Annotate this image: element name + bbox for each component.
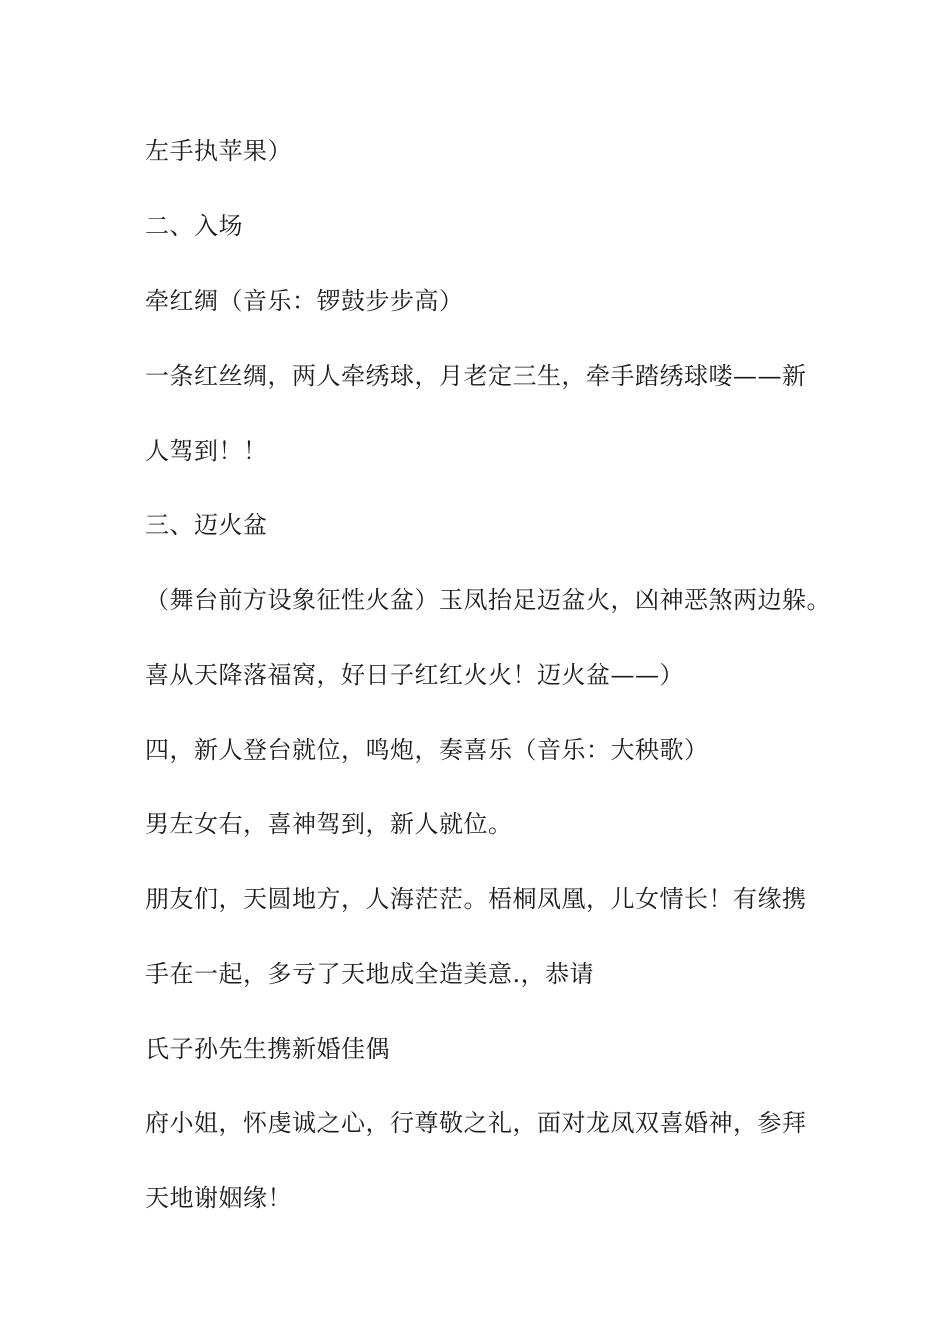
text-line-3: 牵红绸（音乐：锣鼓步步高） bbox=[145, 287, 464, 315]
text-line-11: 朋友们，天圆地方，人海茫茫。梧桐凤凰，儿女情长！有缘携 bbox=[145, 885, 807, 913]
text-line-12: 手在一起，多亏了天地成全造美意.，恭请 bbox=[145, 960, 595, 988]
text-line-14: 府小姐，怀虔诚之心，行尊敬之礼，面对龙凤双喜婚神，参拜 bbox=[145, 1109, 807, 1137]
text-line-13: 氏子孙先生携新婚佳偶 bbox=[145, 1035, 390, 1063]
text-line-7: （舞台前方设象征性火盆）玉凤抬足迈盆火，凶神恶煞两边躲。 bbox=[145, 586, 831, 614]
section-heading-fire-basin: 三、迈火盆 bbox=[145, 511, 268, 539]
text-line-10: 男左女右，喜神驾到，新人就位。 bbox=[145, 810, 513, 838]
text-line-8: 喜从天降落福窝，好日子红红火火！迈火盆——） bbox=[145, 661, 684, 689]
section-heading-stage: 四，新人登台就位，鸣炮，奏喜乐（音乐：大秧歌） bbox=[145, 736, 709, 764]
text-line-4: 一条红丝绸，两人牵绣球，月老定三生，牵手踏绣球喽——新 bbox=[145, 362, 807, 390]
text-line-15: 天地谢姻缘！ bbox=[145, 1184, 292, 1212]
text-line-5: 人驾到！！ bbox=[145, 437, 268, 465]
section-heading-entrance: 二、入场 bbox=[145, 212, 243, 240]
text-line-1: 左手执苹果） bbox=[145, 137, 292, 165]
